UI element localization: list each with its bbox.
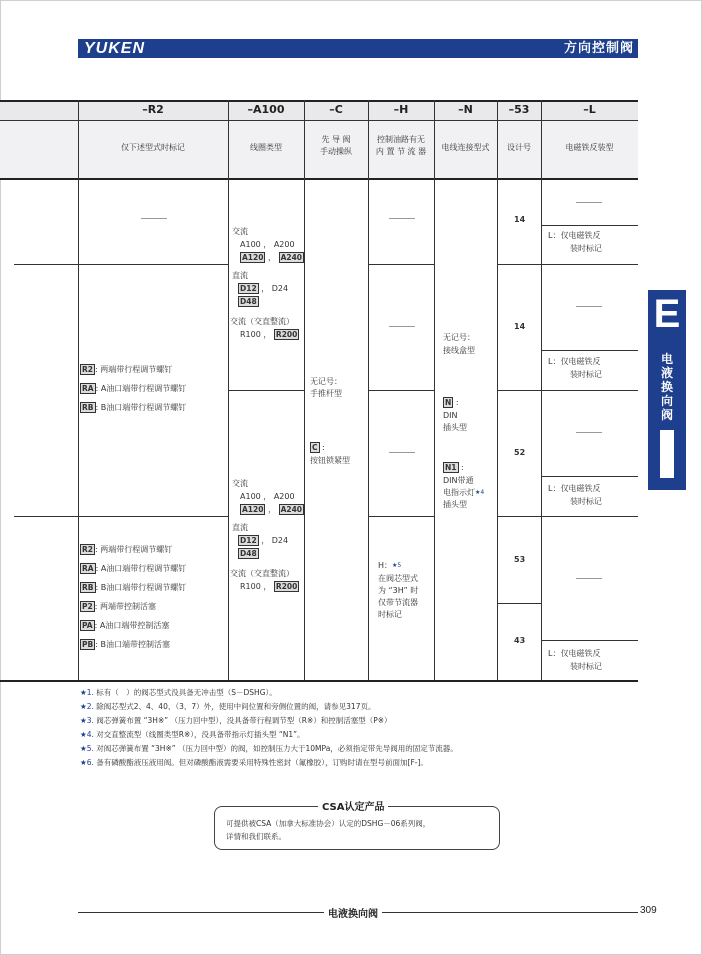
footnote-text: 标有（ ）的阀芯型式没具备无冲击型（S－DSHG）。 <box>96 688 277 697</box>
coil-d12-box-2: D12 <box>240 536 257 545</box>
design-no-2: 14 <box>514 322 526 331</box>
spool-option-text: : B油口端带控制活塞 <box>95 640 170 649</box>
coil-ac-label-1: 交流 <box>232 227 248 236</box>
spool-option-text: : 两端带控制活塞 <box>94 602 156 611</box>
footnote-text: 阀芯弹簧布置 “3H※” （压力回中型），没具备带行程调节型（R※）和控制活塞型（P※） <box>96 716 392 725</box>
design-no-4: 53 <box>514 555 526 564</box>
spool-option-text: : 两端带行程调节螺钉 <box>95 365 173 374</box>
spool-option-row <box>80 383 186 395</box>
row-divider-4 <box>497 603 541 604</box>
csa-line-2: 详情和我们联系。 <box>226 832 286 841</box>
spool-option-code: R2 <box>82 545 93 554</box>
h-desc-line: 时标记 <box>378 610 402 619</box>
code-row-bottom <box>0 120 638 121</box>
code-r2: –R2 <box>142 103 164 116</box>
coil-dc-label-1: 直流 <box>232 271 248 280</box>
wiring-n1-desc-line: DIN带通 <box>443 476 474 485</box>
coil-r100-2: R100 ， <box>240 582 272 591</box>
l-reverse-line: L：仅电磁铁反 <box>548 231 601 240</box>
code-a100: –A100 <box>247 103 285 116</box>
code-53: –53 <box>508 103 530 116</box>
design-no-5: 43 <box>514 636 526 645</box>
header-bar <box>78 39 638 58</box>
wiring-none-label: 无记号： <box>443 333 475 342</box>
spool-option-row <box>80 582 186 594</box>
coil-ac-label-2: 交流 <box>232 479 248 488</box>
design-no-3: 52 <box>514 448 526 457</box>
footnote <box>80 714 458 728</box>
spool-option-text: : A油口端带行程调节螺钉 <box>95 384 187 393</box>
row-divider-1b <box>368 264 434 265</box>
footnote-mark: ★4. <box>80 730 97 739</box>
table-top-border <box>0 100 638 102</box>
pilot-none-label: 无记号： <box>310 377 342 386</box>
footer-title: 电液换向阀 <box>324 905 382 920</box>
coil-r200-box-2: R200 <box>275 582 298 591</box>
coil-sep-2: ， <box>268 505 277 514</box>
spool-option-row <box>80 402 186 414</box>
pilot-c-box: C <box>312 443 318 452</box>
row-divider-3c <box>497 516 638 517</box>
l-divider-3 <box>541 476 638 477</box>
wiring-n1-star: ★4 <box>475 489 485 496</box>
spool-option-row <box>80 601 156 613</box>
footnote <box>80 728 458 742</box>
l-reverse-line: L：仅电磁铁反 <box>548 649 601 658</box>
l-reverse-line: 装时标记 <box>570 370 602 379</box>
valve-symbol-icon <box>660 430 674 478</box>
spool-option-code: RA <box>82 384 94 393</box>
spool-option-code: PA <box>82 621 93 630</box>
coil-ac-line-2: A100 ， A200 <box>240 492 295 501</box>
wiring-n-box: N <box>445 398 452 407</box>
wiring-n-desc-line: DIN <box>443 411 458 420</box>
coil-ac-line-1: A100 ， A200 <box>240 240 295 249</box>
r2-dash-1 <box>141 218 167 219</box>
l-divider-2 <box>541 350 638 351</box>
section-label-char: 液 <box>660 366 673 380</box>
coil-dc-line-1 <box>238 283 288 295</box>
footnote <box>80 700 458 714</box>
header-row-bottom <box>0 178 638 180</box>
design-no-1: 14 <box>514 215 526 224</box>
spool-option-text: : B油口端带行程调节螺钉 <box>95 583 187 592</box>
footnote-mark: ★3. <box>80 716 97 725</box>
footnotes <box>80 686 458 770</box>
coil-acdc-label-1: 交流（交直整流） <box>230 317 294 326</box>
footnote-mark: ★6. <box>80 758 97 767</box>
csa-line-1: 可提供被CSA（加拿大标准协会）认定的DSHG－06系列阀， <box>226 819 431 828</box>
coil-r200-box-1: R200 <box>275 330 298 339</box>
spool-option-code: RA <box>82 564 94 573</box>
wiring-n-desc-line: 插头型 <box>443 423 467 432</box>
model-code-table <box>0 100 638 682</box>
footnote-mark: ★2. <box>80 702 97 711</box>
l-reverse-line: L：仅电磁铁反 <box>548 357 601 366</box>
coil-acdc-line-1 <box>240 329 299 341</box>
h-dash-1 <box>389 218 415 219</box>
coil-a240-box-1: A240 <box>280 253 303 262</box>
footnote <box>80 742 458 756</box>
spool-option-text: : B油口端带行程调节螺钉 <box>95 403 187 412</box>
wiring-n1-desc-line: 电指示灯$^{★4}$ <box>443 488 485 497</box>
code-l: –L <box>583 103 596 116</box>
header-reverse: 电磁铁反装型 <box>565 143 614 152</box>
section-tab <box>648 290 686 490</box>
coil-r100-1: R100 ， <box>240 330 272 339</box>
coil-a240-box-2: A240 <box>280 505 303 514</box>
table-bottom-border <box>0 680 638 682</box>
wiring-n1-box: N1 <box>445 463 457 472</box>
spool-option-code: RB <box>82 583 94 592</box>
csa-text <box>226 817 430 843</box>
spool-option-code: P2 <box>82 602 93 611</box>
coil-d48-line-2 <box>238 548 259 560</box>
pilot-c-line: C : <box>312 443 325 452</box>
spool-option-row <box>80 620 169 632</box>
row-divider-2c <box>497 390 638 391</box>
row-divider-2b <box>368 390 434 391</box>
h-dash-2 <box>389 326 415 327</box>
h-desc-line: 在阀芯型式 <box>378 574 418 583</box>
l-dash-4 <box>576 578 602 579</box>
footnote-mark: ★1. <box>80 688 97 697</box>
row-divider-1c <box>497 264 638 265</box>
section-label-text <box>648 352 686 422</box>
l-dash-3 <box>576 432 602 433</box>
h-star: ★5 <box>392 562 402 569</box>
footnote <box>80 756 458 770</box>
spool-option-row <box>80 364 172 376</box>
col-line-3 <box>304 100 305 680</box>
row-divider-coil <box>228 390 304 391</box>
coil-acdc-label-2: 交流（交直整流） <box>230 569 294 578</box>
wiring-none-desc: 接线盒型 <box>443 346 475 355</box>
section-label-char: 换 <box>660 380 673 394</box>
section-label-char: 电 <box>660 352 673 366</box>
l-reverse-line: 装时标记 <box>570 244 602 253</box>
row-divider-3 <box>14 516 228 517</box>
coil-sep-1: ， <box>268 253 277 262</box>
spool-option-text: : A油口端带行程调节螺钉 <box>95 564 187 573</box>
header-pilot-manual: 先 导 阀 手动操纵 <box>320 135 352 156</box>
col-line-1 <box>78 100 79 680</box>
header-coil-type: 线圈类型 <box>250 143 282 152</box>
coil-a120-box-1: A120 <box>242 253 264 262</box>
h-label <box>378 560 401 572</box>
pilot-none-desc: 手推杆型 <box>310 389 342 398</box>
h-desc-line: 仅带节流器 <box>378 598 418 607</box>
l-dash-1 <box>576 202 602 203</box>
footnote-text: 备有磷酸酯液压液用阀。但对磷酸酯液需要采用特殊性密封（氟橡胶），订购时请在型号前面加[F-]。 <box>96 758 428 767</box>
col-line-2 <box>228 100 229 680</box>
code-n: –N <box>458 103 473 116</box>
spool-option-code: RB <box>82 403 94 412</box>
section-label-char: 阀 <box>660 408 673 422</box>
pilot-c-desc: 按钮锁紧型 <box>310 456 350 465</box>
coil-dc-label-2: 直流 <box>232 523 248 532</box>
h-code: H： <box>378 561 393 570</box>
coil-d48-box-1: D48 <box>240 297 257 306</box>
code-h: –H <box>393 103 409 116</box>
coil-ac-boxes-2 <box>240 504 304 516</box>
l-dash-2 <box>576 306 602 307</box>
l-divider-4 <box>541 640 638 641</box>
h-dash-3 <box>389 452 415 453</box>
header-wiring: 电线连接型式 <box>441 143 490 152</box>
footnote-text: 对阀芯弹簧布置 “3H※” （压力回中型）的阀，如控制压力大于10MPa，必须指定带先导阀用的固定节流器。 <box>96 744 458 753</box>
spool-option-text: : 两端带行程调节螺钉 <box>95 545 173 554</box>
wiring-n1-line: N1 : <box>445 463 464 472</box>
coil-acdc-line-2 <box>240 581 299 593</box>
spool-option-code: R2 <box>82 365 93 374</box>
footnote <box>80 686 458 700</box>
spool-option-row <box>80 544 172 556</box>
page-number: 309 <box>640 905 657 916</box>
coil-d24-1: ， D24 <box>261 284 289 293</box>
l-reverse-line: 装时标记 <box>570 497 602 506</box>
section-label-char: 向 <box>660 394 673 408</box>
wiring-n1-desc-line: 插头型 <box>443 500 467 509</box>
row-divider-1 <box>14 264 228 265</box>
row-divider-3b <box>368 516 434 517</box>
h-desc-line: 为 “3H” 时 <box>378 586 419 595</box>
footnote-text: 对交直整流型（线圈类型R※），没具备带指示灯插头型 “N1”。 <box>96 730 305 739</box>
csa-title: CSA认定产品 <box>318 798 388 813</box>
l-reverse-line: 装时标记 <box>570 662 602 671</box>
coil-ac-boxes-1 <box>240 252 304 264</box>
col-line-7 <box>541 100 542 680</box>
footnote-text: 除阀芯型式2、4、40、（3、7）外，使用中间位置和旁侧位置的阀，请参见317页。 <box>96 702 376 711</box>
coil-dc-line-2 <box>238 535 288 547</box>
col-line-4 <box>368 100 369 680</box>
spool-option-row <box>80 639 170 651</box>
coil-d48-box-2: D48 <box>240 549 257 558</box>
spool-option-text: : A油口端带控制活塞 <box>94 621 170 630</box>
col-line-6 <box>497 100 498 680</box>
yuken-logo: YUKEN <box>84 40 146 57</box>
spool-option-row <box>80 563 186 575</box>
footnote-mark: ★5. <box>80 744 97 753</box>
header-throttle: 控制油路有无 内 置 节 流 器 <box>375 135 427 156</box>
coil-d12-box-1: D12 <box>240 284 257 293</box>
section-letter: E <box>653 292 681 336</box>
col-line-5 <box>434 100 435 680</box>
spool-option-code: PB <box>82 640 94 649</box>
page-header-title: 方向控制阀 <box>563 41 634 56</box>
section-label <box>648 352 686 422</box>
code-c: –C <box>329 103 343 116</box>
header-spool-mark: 仅下述型式时标记 <box>121 143 185 152</box>
wiring-n-line: N : <box>445 398 459 407</box>
coil-d24-2: ， D24 <box>261 536 289 545</box>
l-reverse-line: L：仅电磁铁反 <box>548 484 601 493</box>
coil-d48-line-1 <box>238 296 259 308</box>
l-divider-1 <box>541 225 638 226</box>
coil-a120-box-2: A120 <box>242 505 264 514</box>
header-design-no: 设计号 <box>507 143 531 152</box>
